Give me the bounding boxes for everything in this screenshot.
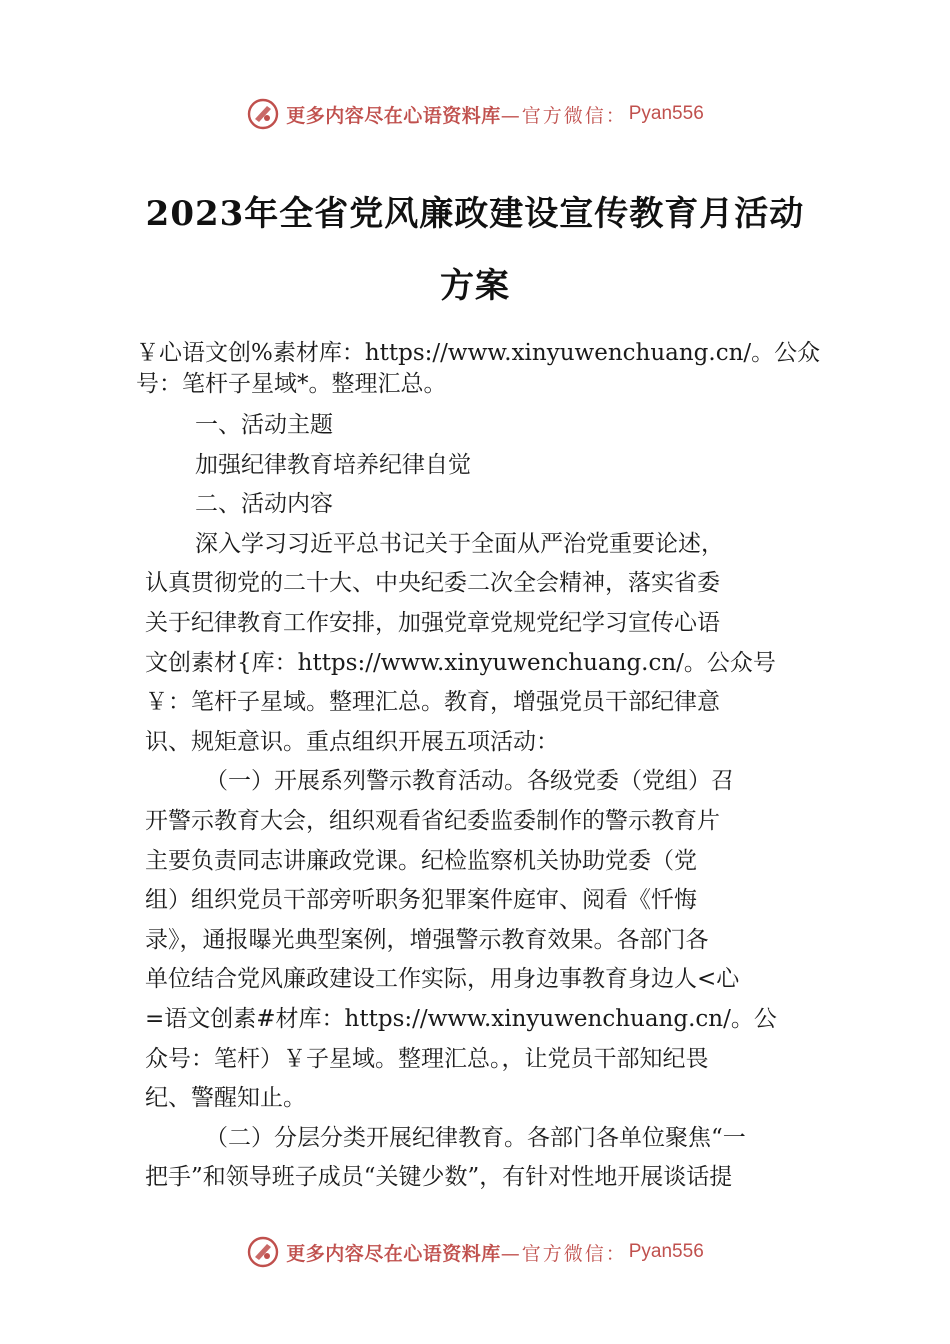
watermark-sub-text: —官方微信： (500, 1242, 627, 1265)
body-line: 纪、警醒知止。 (145, 1085, 306, 1112)
body-line: ￥心语文创%素材库：https://www.xinyuwenchuang.cn/。公众 (136, 340, 821, 366)
body-line: 深入学习习近平总书记关于全面从严治党重要论述， (195, 530, 724, 557)
body-line: 把手”和领导班子成员“关键少数”，有针对性地开展谈话提 (145, 1164, 733, 1191)
body-line: （一）开展系列警示教育活动。各级党委（党组）召 (205, 768, 734, 795)
brand-logo-icon (246, 97, 280, 131)
body-line: 单位结合党风廉政建设工作实际，用身边事教育身边人<心 (145, 966, 740, 993)
body-line: 开警示教育大会，组织观看省纪委监委制作的警示教育片 (145, 807, 720, 834)
section-heading-content: 二、活动内容 (195, 491, 333, 518)
body-line: 关于纪律教育工作安排，加强党章党规党纪学习宣传心语 (145, 609, 720, 636)
watermark-wechat-id: Pyan556 (628, 103, 704, 124)
body-line: =语文创素#材库：https://www.xinyuwenchuang.cn/。公 (145, 1005, 777, 1032)
watermark-main-text: 更多内容尽在心语资料库 (286, 1242, 501, 1265)
body-line: ￥：笔杆子星域。整理汇总。教育，增强党员干部纪律意 (145, 689, 720, 716)
section-heading-theme: 一、活动主题 (195, 412, 333, 438)
body-line: 录》，通报曝光典型案例，增强警示教育效果。各部门各 (145, 926, 709, 953)
body-line: 文创素材{库：https://www.xinyuwenchuang.cn/。公众号 (145, 649, 776, 676)
document-title-line-2: 方案 (440, 266, 510, 306)
watermark-main-text: 更多内容尽在心语资料库 (286, 104, 501, 127)
body-line: 众号：笔杆）￥子星域。整理汇总。，让党员干部知纪畏 (145, 1045, 709, 1072)
body-line: 加强纪律教育培养纪律自觉 (195, 451, 471, 478)
watermark-wechat-id: Pyan556 (628, 1241, 704, 1262)
footer-watermark (0, 1232, 950, 1272)
document-title-line-1: 2023年全省党风廉政建设宣传教育月活动 (145, 194, 805, 234)
document-body (136, 338, 821, 1198)
header-watermark (0, 94, 950, 134)
body-line: 号：笔杆子星域*。整理汇总。 (136, 371, 447, 397)
body-line: 认真贯彻党的二十大、中央纪委二次全会精神，落实省委 (145, 570, 720, 597)
body-line: 组）组织党员干部旁听职务犯罪案件庭审、阅看《忏悔 (145, 887, 697, 914)
body-line: （二）分层分类开展纪律教育。各部门各单位聚焦“一 (205, 1124, 746, 1151)
brand-logo-icon (246, 1235, 280, 1269)
watermark-sub-text: —官方微信： (500, 104, 627, 127)
body-line: 主要负责同志讲廉政党课。纪检监察机关协助党委（党 (145, 847, 697, 874)
body-line: 识、规矩意识。重点组织开展五项活动： (145, 728, 559, 755)
